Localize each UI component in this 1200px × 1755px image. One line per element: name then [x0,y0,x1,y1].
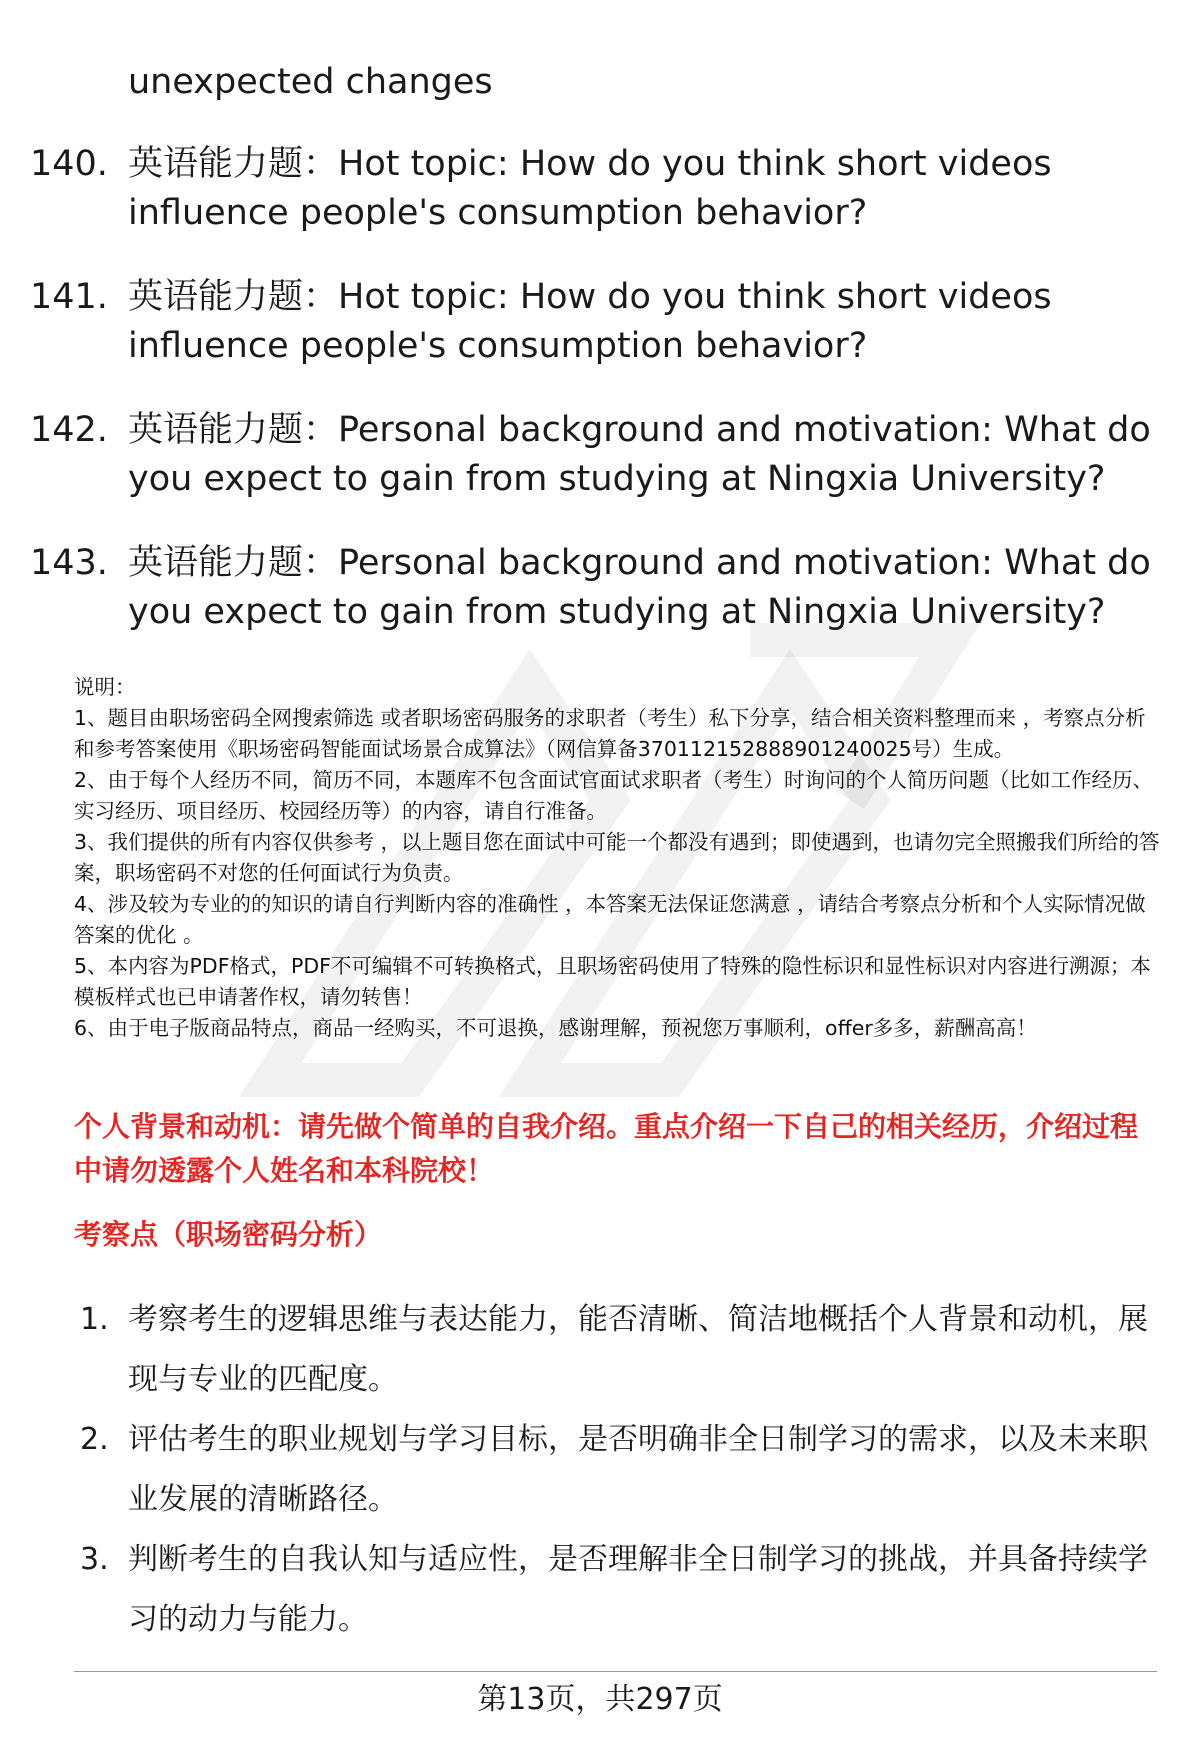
question-number: 143. [30,543,108,583]
note-item: 6、由于电子版商品特点，商品一经购买，不可退换，感谢理解，预祝您万事顺利，offer多多，薪酬高高！ [74,1016,1037,1040]
notes-block [74,672,1164,1044]
question-text: 英语能力题：Personal background and motivation: What do you expect to gain from studying at Ningxia University? [128,543,1151,632]
notes-title: 说明： [74,675,136,699]
question-list [30,140,1180,672]
analysis-point [80,1290,1155,1410]
question-item [30,273,1180,371]
point-text: 评估考生的职业规划与学习目标，是否明确非全日制学习的需求，以及未来职业发展的清晰路径。 [128,1422,1148,1517]
point-number: 1. [80,1302,109,1337]
analysis-point [80,1410,1155,1530]
note-item: 3、我们提供的所有内容仅供参考 ，以上题目您在面试中可能一个都没有遇到；即使遇到，也请勿完全照搬我们所给的答案，职场密码不对您的任何面试行为负责。 [74,830,1160,885]
analysis-point [80,1530,1155,1650]
note-item: 4、涉及较为专业的的知识的请自行判断内容的准确性 ，本答案无法保证您满意 ，请结合考察点分析和个人实际情况做答案的优化 。 [74,892,1146,947]
question-text: 英语能力题：Personal background and motivation: What do you expect to gain from studying at Ningxia University? [128,410,1151,499]
question-number: 140. [30,144,108,184]
analysis-points [80,1290,1155,1650]
question-continuation: unexpected changes [128,62,493,102]
question-text: 英语能力题：Hot topic: How do you think short videos influence people's consumption behavior? [128,277,1052,366]
note-item: 5、本内容为PDF格式，PDF不可编辑不可转换格式，且职场密码使用了特殊的隐性标识和显性标识对内容进行溯源；本模板样式也已申请著作权，请勿转售！ [74,954,1151,1009]
section-title: 个人背景和动机：请先做个简单的自我介绍。重点介绍一下自己的相关经历，介绍过程中请勿透露个人姓名和本科院校！ [74,1110,1139,1187]
question-item [30,406,1180,504]
question-text: 英语能力题：Hot topic: How do you think short videos influence people's consumption behavior? [128,144,1052,233]
point-text: 考察考生的逻辑思维与表达能力，能否清晰、简洁地概括个人背景和动机，展现与专业的匹配度。 [128,1302,1148,1397]
footer-divider [74,1671,1157,1672]
question-number: 141. [30,277,108,317]
page-footer: 第13页，共297页 [477,1682,723,1717]
note-item: 2、由于每个人经历不同，简历不同，本题库不包含面试官面试求职者（考生）时询问的个人简历问题（比如工作经历、实习经历、项目经历、校园经历等）的内容，请自行准备。 [74,768,1154,823]
question-item [30,539,1180,637]
point-number: 3. [80,1542,109,1577]
note-item: 1、题目由职场密码全网搜索筛选 或者职场密码服务的求职者（考生）私下分享，结合相关资料整理而来 ，考察点分析和参考答案使用《职场密码智能面试场景合成算法》（网信算备370112152888901240025号）生成。 [74,706,1146,761]
point-number: 2. [80,1422,109,1457]
point-text: 判断考生的自我认知与适应性，是否理解非全日制学习的挑战，并具备持续学习的动力与能力。 [128,1542,1148,1637]
section-subtitle: 考察点（职场密码分析） [74,1218,383,1251]
question-item [30,140,1180,238]
question-number: 142. [30,410,108,450]
